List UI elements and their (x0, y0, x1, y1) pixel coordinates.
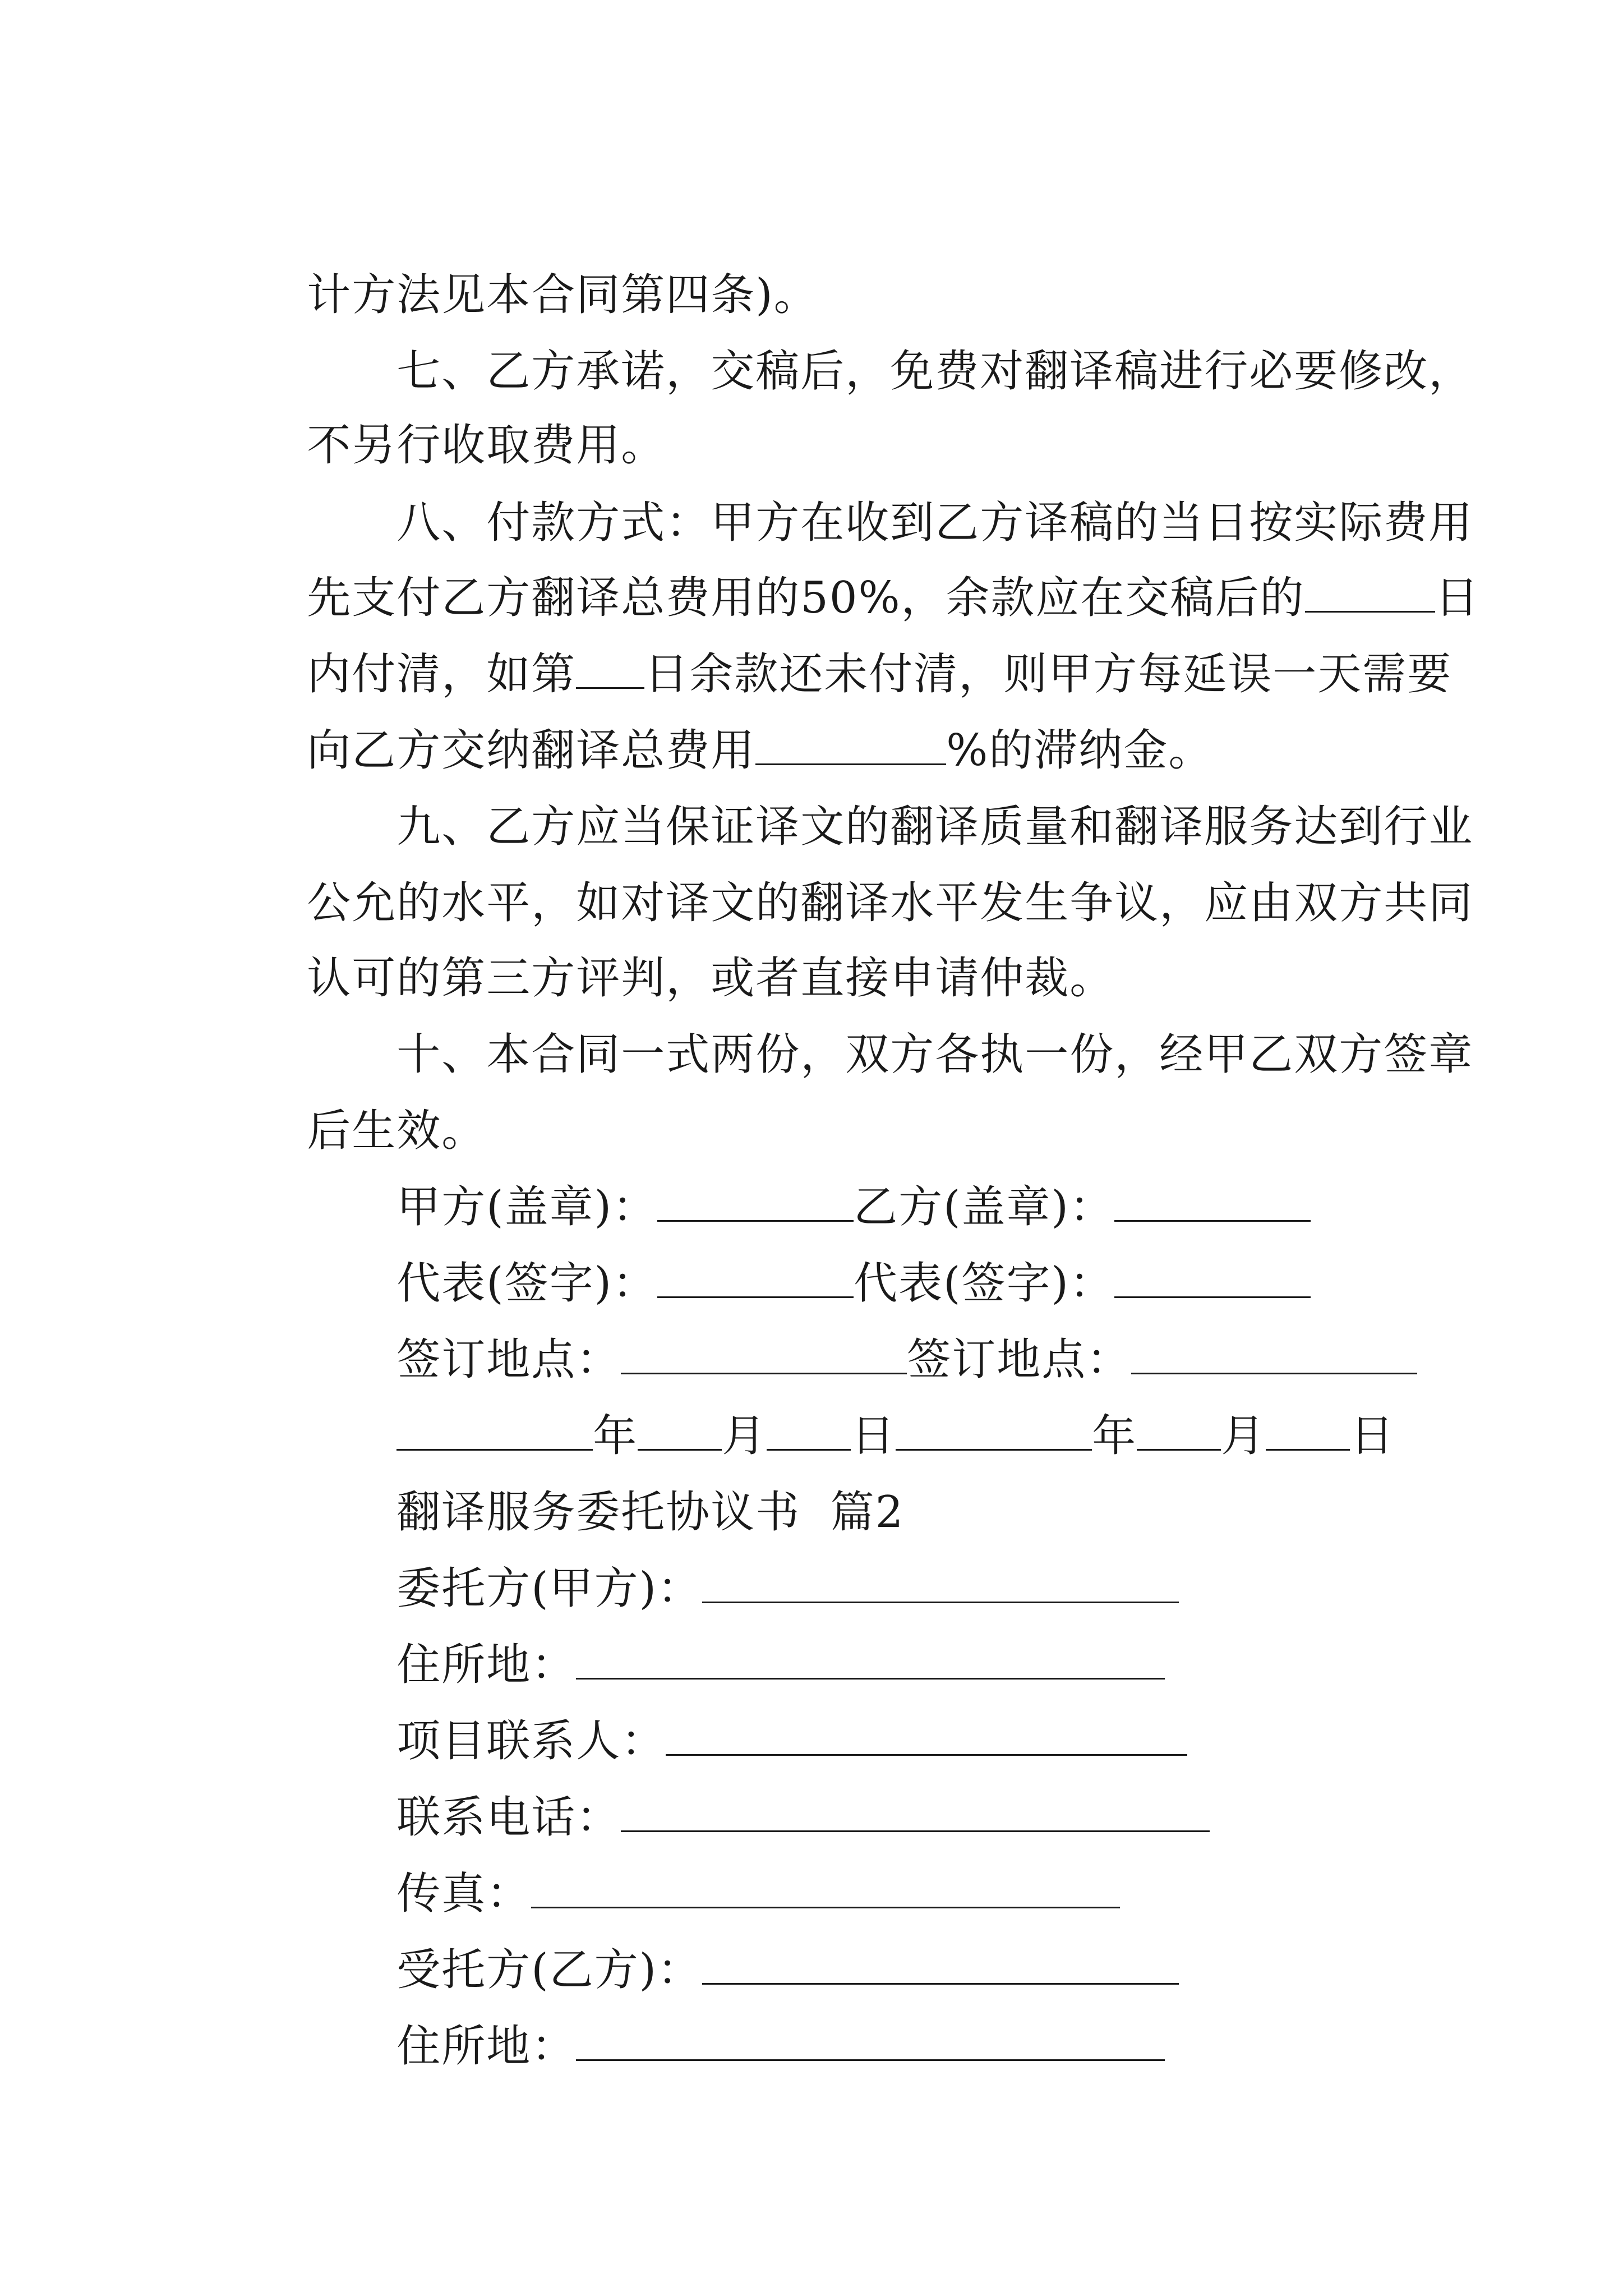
para9-line2 (247, 822, 1474, 928)
para8-line4 (247, 670, 1214, 776)
contractor-label: 受托方(乙方)： (396, 1945, 703, 1995)
para6-end (247, 214, 819, 320)
para10-line1-text: 十、本合同一式两份，双方各执一份，经甲乙双方签章 (396, 1029, 1474, 1080)
party-a-seal-label: 甲方(盖章)： (396, 1182, 658, 1232)
para7-line1 (336, 291, 1474, 397)
para6-end-text: 计方法见本合同第四条)。 (307, 270, 819, 320)
contractor-address-row (336, 1966, 1165, 2072)
para8-line4-suffix: %的滞纳金。 (946, 725, 1214, 776)
place-row (336, 1279, 1417, 1385)
date-b-year-field[interactable] (896, 1410, 1092, 1451)
para8-line3 (247, 593, 1453, 700)
date-row (336, 1355, 1395, 1461)
seal-row (336, 1126, 1311, 1232)
date-a-day-label: 日 (851, 1411, 896, 1461)
date-b-year-label: 年 (1092, 1411, 1137, 1461)
fax-row (336, 1813, 1120, 1919)
section2-title (336, 1432, 905, 1538)
date-b-day-label: 日 (1350, 1411, 1395, 1461)
project-contact-row (336, 1660, 1187, 1766)
para9-line1 (336, 746, 1474, 852)
para9-line2-text: 公允的水平，如对译文的翻译水平发生争议，应由双方共同 (307, 878, 1474, 928)
phone-row (336, 1737, 1210, 1843)
place-a-label: 签订地点： (396, 1335, 621, 1385)
contractor-row (336, 1889, 1179, 1995)
date-a-month-label: 月 (722, 1411, 767, 1461)
para10-line2 (247, 1050, 487, 1156)
para8-line3-suffix: 日余款还未付清，则甲方每延误一天需要 (644, 649, 1453, 700)
rep-a-label: 代表(签字)： (396, 1258, 658, 1309)
client-address-row (336, 1584, 1165, 1690)
para8-line3-text: 内付清，如第 (307, 649, 577, 700)
para8-line2 (247, 517, 1480, 623)
para9-line1-text: 九、乙方应当保证译文的翻译质量和翻译服务达到行业 (396, 802, 1474, 852)
client-label: 委托方(甲方)： (396, 1563, 703, 1614)
section2-title-text: 翻译服务委托协议书 篇2 (396, 1487, 905, 1538)
signature-row (336, 1203, 1311, 1309)
para9-line3 (247, 898, 1115, 1004)
para7-line1-text: 七、乙方承诺，交稿后，免费对翻译稿进行必要修改， (396, 346, 1474, 397)
para8-line1-text: 八、付款方式：甲方在收到乙方译稿的当日按实际费用 (396, 498, 1474, 548)
para8-line2-suffix: 日 (1435, 573, 1480, 623)
rep-b-label: 代表(签字)： (854, 1258, 1114, 1309)
fax-label: 传真： (396, 1869, 532, 1919)
para8-line2-text: 先支付乙方翻译总费用的50%，余款应在交稿后的 (307, 573, 1305, 623)
para7-line2-text: 不另行收取费用。 (307, 420, 666, 471)
date-b-day-field[interactable] (1266, 1410, 1350, 1451)
date-b-month-label: 月 (1221, 1411, 1266, 1461)
para8-line1 (336, 442, 1474, 548)
contractor-address-field[interactable] (576, 2020, 1165, 2061)
para10-line2-text: 后生效。 (307, 1106, 487, 1156)
party-b-seal-label: 乙方(盖章)： (854, 1182, 1114, 1232)
contractor-address-label: 住所地： (396, 2021, 577, 2072)
para9-line3-text: 认可的第三方评判，或者直接申请仲裁。 (307, 953, 1115, 1004)
client-row (336, 1508, 1179, 1614)
para10-line1 (336, 974, 1474, 1080)
project-contact-label: 项目联系人： (396, 1716, 666, 1766)
para8-line4-text: 向乙方交纳翻译总费用 (307, 725, 756, 776)
para7-line2 (247, 365, 666, 471)
date-a-year-label: 年 (593, 1411, 638, 1461)
place-b-label: 签订地点： (907, 1335, 1132, 1385)
phone-label: 联系电话： (396, 1792, 621, 1843)
date-b-month-field[interactable] (1137, 1410, 1221, 1451)
client-address-label: 住所地： (396, 1640, 577, 1690)
